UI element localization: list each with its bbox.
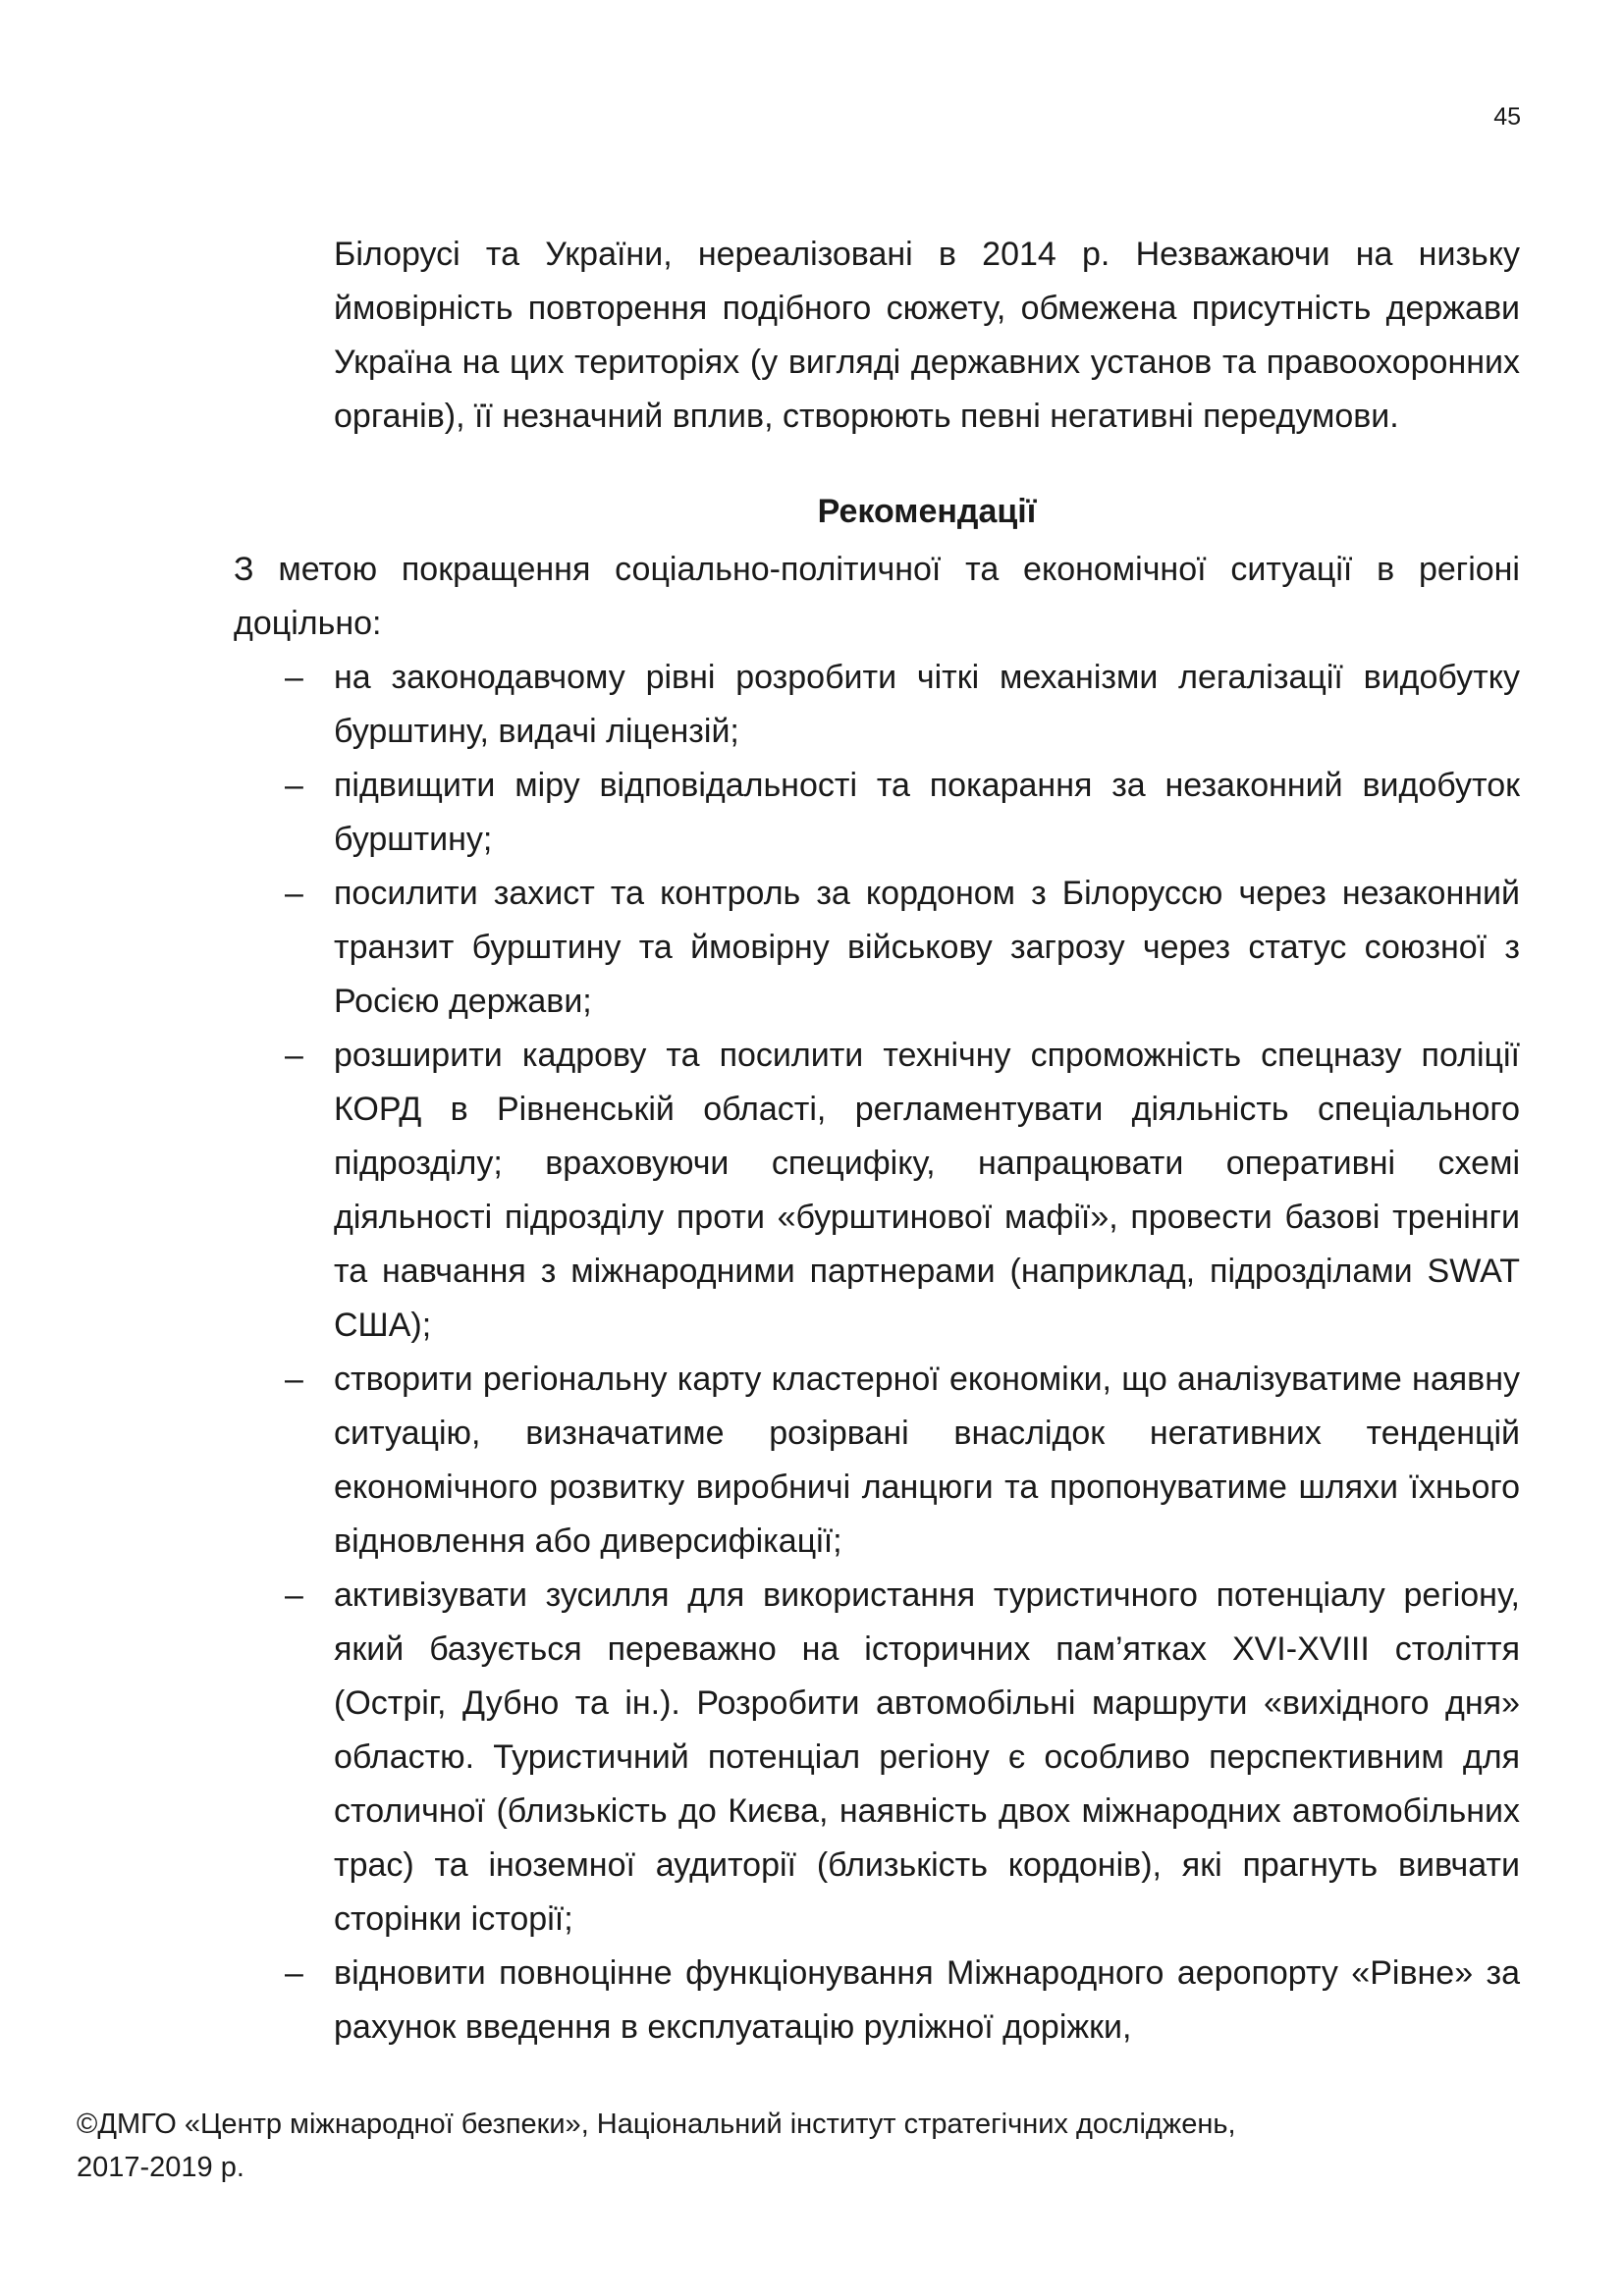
recommendations-list [234,651,1520,2055]
lead-paragraph: З метою покращення соціально-політичної та економічної ситуації в регіоні доцільно: [234,551,1520,642]
bullet-dash: – [285,1954,303,1992]
page-content [234,228,1520,2055]
intro-paragraph: Білорусі та України, нереалізовані в 2014 р. Незважаючи на низьку ймовірність повторення подібного сюжету, обмежена присутність держави Україна на цих територіях (у вигляді державних установ та правоохоронних органів), її незначний вплив, створюють певні негативні передумови. [334,236,1520,435]
list-item [234,759,1520,867]
list-item-text: активізувати зусилля для використання туристичного потенціалу регіону, який базується переважно на історичних пам’ятках XVI-XVIII століття (Остріг, Дубно та ін.). Розробити автомобільні маршрути «вихідного дня» областю. Туристичний потенціал регіону є особливо перспективним для столичної (близькість до Києва, наявність двох міжнародних автомобільних трас) та іноземної аудиторії (близькість кордонів), які прагнуть вивчати сторінки історії; [334,1576,1520,1938]
list-item [234,1569,1520,1947]
footer-copyright-line: ©ДМГО «Центр міжнародної безпеки», Національний інститут стратегічних досліджень, [77,2109,1236,2140]
list-item-text: розширити кадрову та посилити технічну спроможність спецназу поліції КОРД в Рівненській області, регламентувати діяльність спеціального підрозділу; враховуючи специфіку, напрацювати оперативні схемі діяльності підрозділу проти «бурштинової мафії», провести базові тренінги та навчання з міжнародними партнерами (наприклад, підрозділами SWAT США); [334,1037,1520,1344]
bullet-dash: – [285,875,303,912]
list-item-text: на законодавчому рівні розробити чіткі механізми легалізації видобутку бурштину, видачі ліцензій; [334,659,1520,750]
list-item [234,867,1520,1029]
page-number: 45 [1493,103,1521,131]
bullet-dash: – [285,767,303,804]
bullet-dash: – [285,1576,303,1614]
list-item [234,1947,1520,2055]
bullet-dash: – [285,1361,303,1398]
bullet-dash: – [285,659,303,696]
list-item-text: посилити захист та контроль за кордоном з Білоруссю через незаконний транзит бурштину та ймовірну військову загрозу через статус союзної з Росією держави; [334,875,1520,1020]
list-item-text: відновити повноцінне функціонування Міжнародного аеропорту «Рівне» за рахунок введення в експлуатацію руліжної доріжки, [334,1954,1520,2046]
bullet-dash: – [285,1037,303,1074]
list-item [234,1353,1520,1569]
list-item-text: створити регіональну карту кластерної економіки, що аналізуватиме наявну ситуацію, визначатиме розірвані внаслідок негативних тенденцій економічного розвитку виробничі ланцюги та пропонуватиме шляхи їхнього відновлення або диверсифікації; [334,1361,1520,1560]
footer-years-line: 2017-2019 р. [77,2152,244,2183]
list-item [234,651,1520,759]
list-item-text: підвищити міру відповідальності та покарання за незаконний видобуток бурштину; [334,767,1520,858]
section-heading: Рекомендації [817,493,1037,530]
page-footer [77,2103,1451,2189]
list-item [234,1029,1520,1353]
